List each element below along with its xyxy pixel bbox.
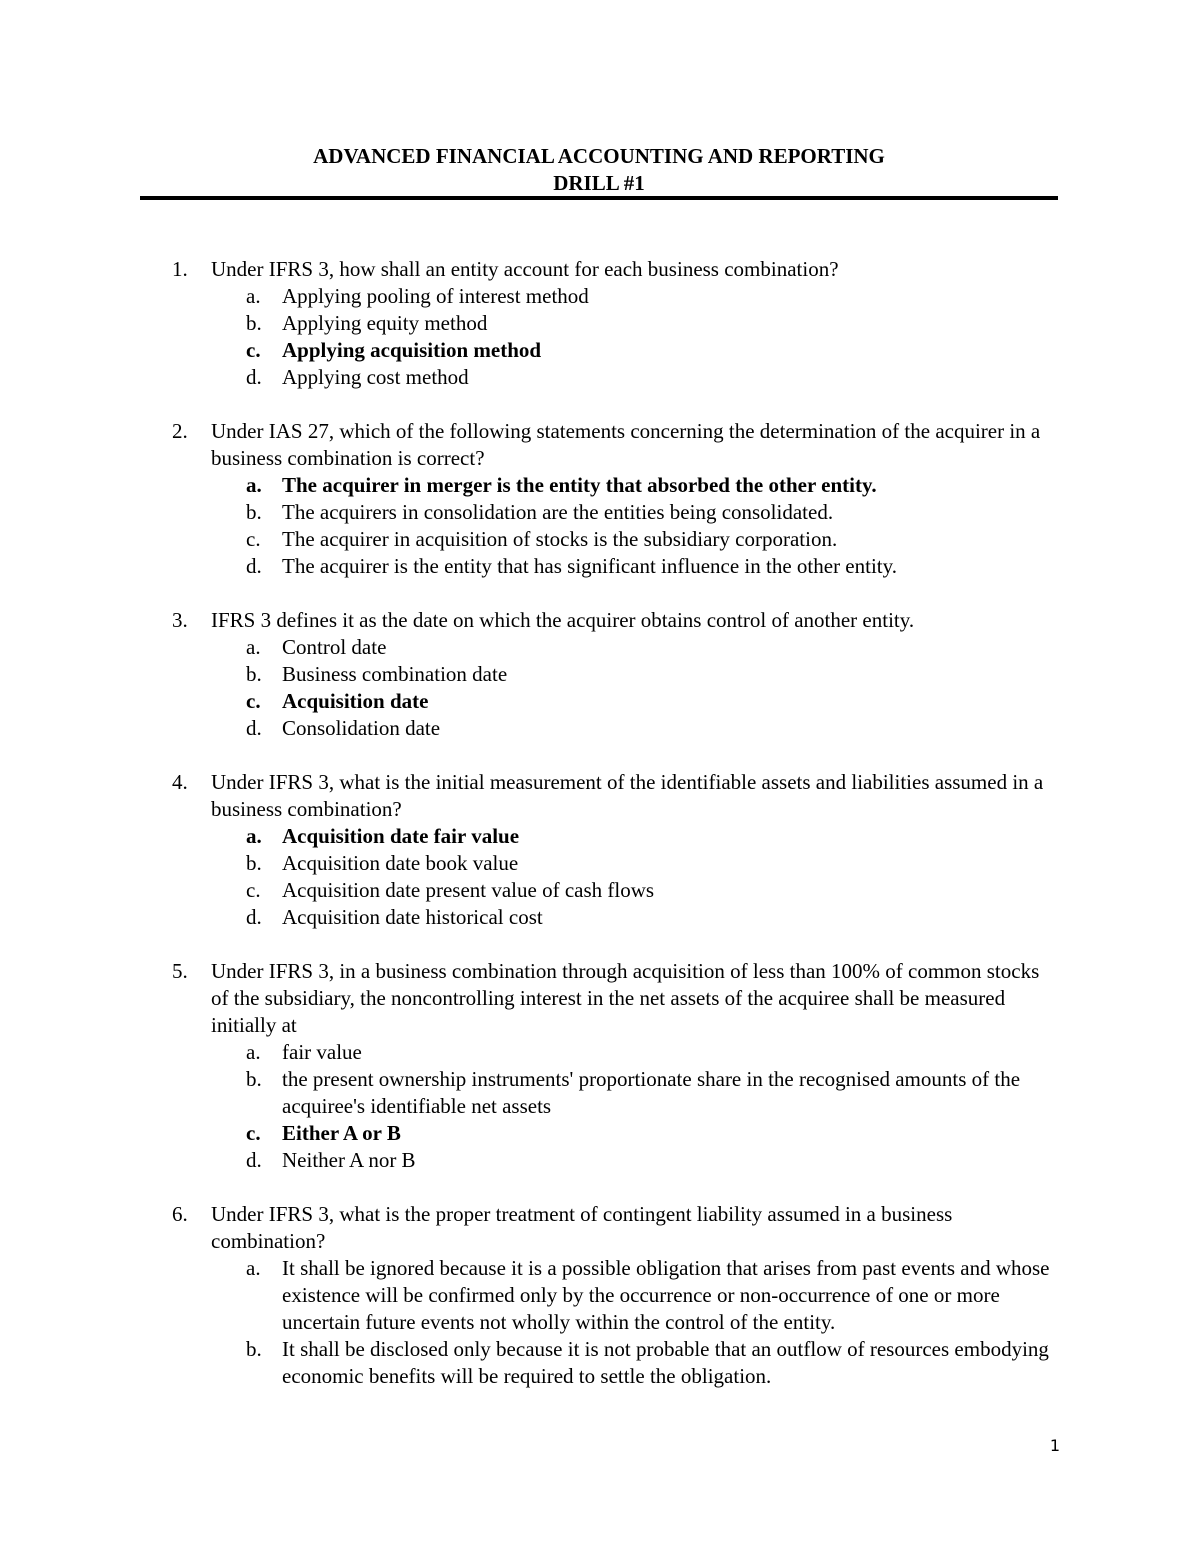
option-list xyxy=(0,283,1200,391)
title-line-2: DRILL #1 xyxy=(553,171,645,195)
option-text: Acquisition date book value xyxy=(282,851,519,875)
answer-option xyxy=(0,661,1200,688)
option-text: Applying equity method xyxy=(282,311,488,335)
question-number: 6. xyxy=(172,1202,188,1226)
option-text: Acquisition date historical cost xyxy=(282,905,543,929)
option-letter: a. xyxy=(246,1256,261,1280)
option-letter: c. xyxy=(246,338,261,362)
option-text: It shall be ignored because it is a possible obligation that arises from past events and whose existence will be confirmed only by the occurrence or non-occurrence of one or more uncertain future events not wholly within the control of the entity. xyxy=(282,1256,1050,1334)
option-text: Applying cost method xyxy=(282,365,469,389)
answer-option xyxy=(0,553,1200,580)
question-text: IFRS 3 defines it as the date on which the acquirer obtains control of another entity. xyxy=(211,608,915,632)
option-text: Applying pooling of interest method xyxy=(282,284,589,308)
option-list xyxy=(0,634,1200,742)
option-list xyxy=(0,1255,1200,1390)
option-text: It shall be disclosed only because it is not probable that an outflow of resources embodying economic benefits will be required to settle the obligation. xyxy=(282,1337,1049,1388)
option-letter: d. xyxy=(246,716,262,740)
option-text: Acquisition date present value of cash flows xyxy=(282,878,655,902)
answer-option xyxy=(0,1147,1200,1174)
question-number: 1. xyxy=(172,257,188,281)
option-text: Applying acquisition method xyxy=(282,338,542,362)
answer-option xyxy=(0,526,1200,553)
question-item xyxy=(0,769,1200,931)
answer-option xyxy=(0,877,1200,904)
option-letter: a. xyxy=(246,1040,261,1064)
question-number: 3. xyxy=(172,608,188,632)
question-text: Under IFRS 3, what is the initial measurement of the identifiable assets and liabilities assumed in a business combination? xyxy=(211,770,1044,821)
answer-option xyxy=(0,283,1200,310)
option-letter: b. xyxy=(246,851,262,875)
page-number: 1 xyxy=(1049,1436,1060,1455)
option-letter: a. xyxy=(246,284,261,308)
answer-option xyxy=(0,499,1200,526)
answer-option-correct xyxy=(0,472,1200,499)
option-letter: d. xyxy=(246,1148,262,1172)
option-list xyxy=(0,1039,1200,1174)
question-item xyxy=(0,1201,1200,1390)
question-item xyxy=(0,418,1200,580)
option-letter: c. xyxy=(246,527,261,551)
question-text: Under IFRS 3, what is the proper treatment of contingent liability assumed in a business combination? xyxy=(211,1202,953,1253)
option-letter: b. xyxy=(246,662,262,686)
answer-option xyxy=(0,1039,1200,1066)
question-number: 2. xyxy=(172,419,188,443)
answer-option xyxy=(0,1336,1200,1390)
answer-option-correct xyxy=(0,337,1200,364)
option-text: Acquisition date fair value xyxy=(282,824,520,848)
option-letter: a. xyxy=(246,473,262,497)
answer-option-correct xyxy=(0,688,1200,715)
question-item xyxy=(0,607,1200,742)
answer-option xyxy=(0,634,1200,661)
option-letter: c. xyxy=(246,878,261,902)
option-text: Neither A nor B xyxy=(282,1148,416,1172)
option-letter: c. xyxy=(246,1121,261,1145)
question-text: Under IFRS 3, in a business combination through acquisition of less than 100% of common stocks of the subsidiary, the noncontrolling interest in the net assets of the acquiree shall be measured initially at xyxy=(211,959,1040,1037)
option-text: fair value xyxy=(282,1040,362,1064)
option-text: The acquirer in acquisition of stocks is the subsidiary corporation. xyxy=(282,527,838,551)
option-text: Control date xyxy=(282,635,387,659)
option-text: The acquirer is the entity that has significant influence in the other entity. xyxy=(282,554,898,578)
question-item xyxy=(0,256,1200,391)
title-rule xyxy=(140,196,1058,200)
answer-option xyxy=(0,1066,1200,1120)
answer-option xyxy=(0,850,1200,877)
option-text: The acquirer in merger is the entity that absorbed the other entity. xyxy=(282,473,877,497)
question-list xyxy=(0,256,1200,1417)
question-text: Under IFRS 3, how shall an entity account for each business combination? xyxy=(211,257,839,281)
option-letter: b. xyxy=(246,500,262,524)
option-text: Either A or B xyxy=(282,1121,401,1145)
option-letter: d. xyxy=(246,554,262,578)
option-text: Consolidation date xyxy=(282,716,441,740)
option-letter: b. xyxy=(246,1067,262,1091)
option-letter: b. xyxy=(246,311,262,335)
option-text: the present ownership instruments' proportionate share in the recognised amounts of the acquiree's identifiable net assets xyxy=(282,1067,1021,1118)
option-letter: a. xyxy=(246,824,262,848)
option-letter: d. xyxy=(246,905,262,929)
option-text: The acquirers in consolidation are the entities being consolidated. xyxy=(282,500,834,524)
question-number: 5. xyxy=(172,959,188,983)
answer-option xyxy=(0,364,1200,391)
option-letter: b. xyxy=(246,1337,262,1361)
question-item xyxy=(0,958,1200,1174)
option-letter: c. xyxy=(246,689,261,713)
answer-option xyxy=(0,310,1200,337)
answer-option xyxy=(0,715,1200,742)
question-text: Under IAS 27, which of the following statements concerning the determination of the acquirer in a business combination is correct? xyxy=(211,419,1041,470)
title-line-1: ADVANCED FINANCIAL ACCOUNTING AND REPORTING xyxy=(313,144,885,168)
answer-option-correct xyxy=(0,823,1200,850)
question-number: 4. xyxy=(172,770,188,794)
option-letter: d. xyxy=(246,365,262,389)
option-list xyxy=(0,472,1200,580)
option-text: Business combination date xyxy=(282,662,508,686)
document-title xyxy=(140,143,1058,197)
option-letter: a. xyxy=(246,635,261,659)
answer-option xyxy=(0,1255,1200,1336)
option-list xyxy=(0,823,1200,931)
answer-option xyxy=(0,904,1200,931)
option-text: Acquisition date xyxy=(282,689,429,713)
answer-option-correct xyxy=(0,1120,1200,1147)
